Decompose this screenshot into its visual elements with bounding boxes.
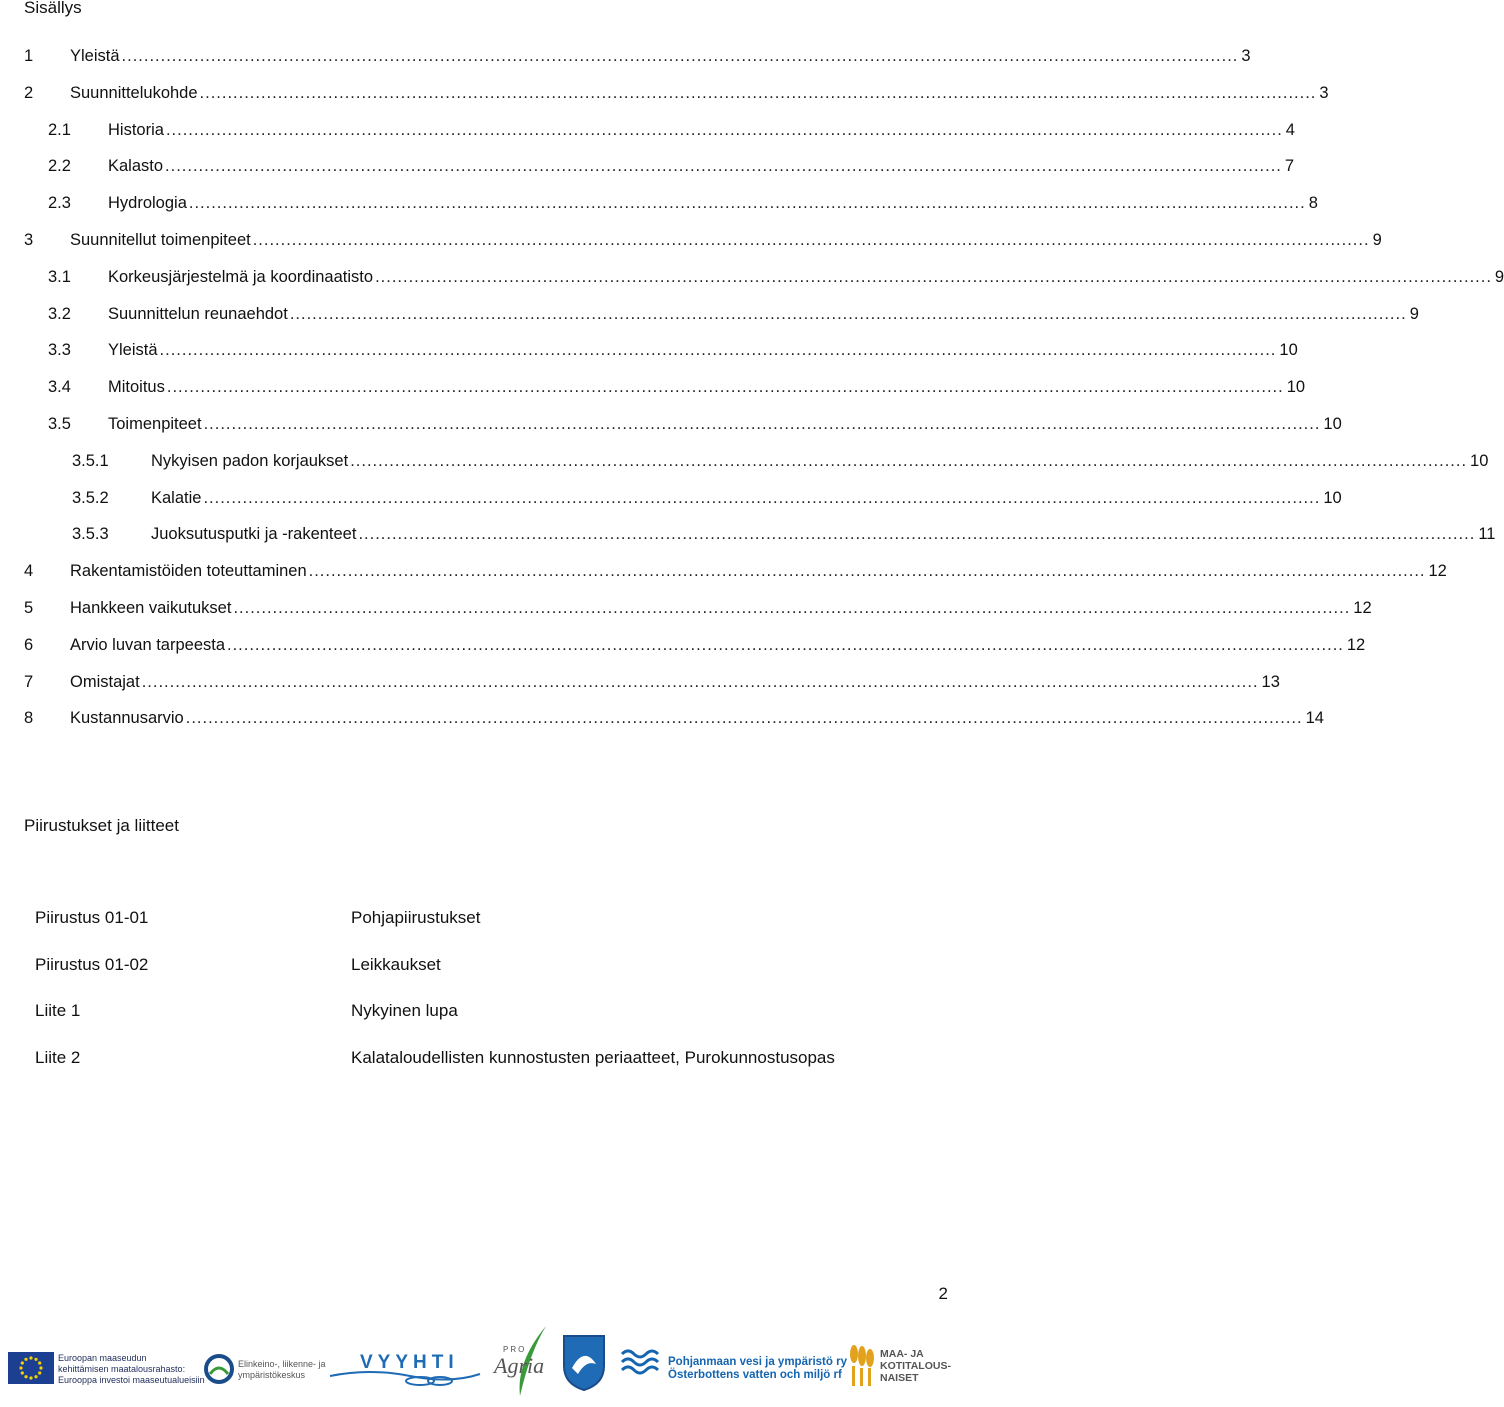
toc-entry[interactable] <box>0 412 1342 436</box>
toc-entry-title: Kalatie <box>151 486 203 510</box>
toc-entry[interactable] <box>0 265 1504 289</box>
toc-entry-title: Korkeusjärjestelmä ja koordinaatisto <box>108 265 375 289</box>
toc-leader-dots: ........................................................................................................................................................................................................ <box>199 83 1317 102</box>
toc-entry[interactable] <box>0 44 1251 68</box>
toc-entry-title: Rakentamistöiden toteuttaminen <box>70 559 309 583</box>
proagria-pro: PRO <box>503 1345 527 1354</box>
toc-entry-number: 3.3 <box>48 341 71 360</box>
toc-entry-page: 10 <box>1286 378 1306 397</box>
attachment-description: Pohjapiirustukset <box>351 908 481 927</box>
toc-entry-page: 12 <box>1346 635 1366 654</box>
toc-leader-dots: ........................................................................................................................................................................................................ <box>233 599 1351 617</box>
toc-leader-dots: ........................................................................................................................................................................................................ <box>289 304 1407 323</box>
toc-leader-dots: ........................................................................................................................................................................................................ <box>121 47 1239 65</box>
toc-entry-page: 10 <box>1323 415 1342 433</box>
pvy-logo <box>620 1346 664 1383</box>
toc-leader-dots: ........................................................................................................................................................................................................ <box>141 672 1259 691</box>
toc-entry-page: 11 <box>1478 525 1496 544</box>
toc-leader-dots: ........................................................................................................................................................................................................ <box>308 562 1426 581</box>
toc-entry-number: 2.1 <box>48 120 71 139</box>
toc-entry[interactable] <box>0 522 1496 546</box>
toc-entry-page: 8 <box>1308 194 1318 213</box>
toc-leader-dots: ........................................................................................................................................................................................................ <box>159 341 1277 360</box>
toc-entry-page: 3 <box>1319 83 1329 102</box>
ely-mark-icon <box>204 1354 234 1384</box>
toc-entry[interactable] <box>0 118 1295 142</box>
footer-logos <box>0 1318 960 1403</box>
maa-logo-text: MAA- JA KOTITALOUS- NAISET <box>880 1348 951 1384</box>
toc-leader-dots: ........................................................................................................................................................................................................ <box>350 451 1468 470</box>
toc-entry-title: Suunnitellut toimenpiteet <box>70 228 253 252</box>
attachment-id: Piirustus 01-01 <box>35 908 149 927</box>
toc-leader-dots: ........................................................................................................................................................................................................ <box>375 267 1492 286</box>
toc-entry-number: 3.4 <box>48 378 71 397</box>
toc-entry-title: Yleistä <box>70 44 122 68</box>
toc-entry-page: 12 <box>1428 562 1447 581</box>
toc-entry[interactable] <box>0 596 1372 620</box>
toc-entry[interactable] <box>0 81 1329 105</box>
toc-entry-number: 7 <box>24 672 34 691</box>
toc-entry[interactable] <box>0 633 1366 657</box>
toc-entry[interactable] <box>0 338 1298 362</box>
toc-entry-page: 7 <box>1284 157 1295 176</box>
toc-entry[interactable] <box>0 449 1489 473</box>
toc-entry-page: 9 <box>1494 267 1504 286</box>
toc-entry[interactable] <box>0 302 1419 326</box>
ely-logo-text: Elinkeino-, liikenne- ja ympäristökeskus <box>238 1359 326 1380</box>
toc-entry-number: 2.3 <box>48 194 71 213</box>
toc-entry-page: 12 <box>1353 599 1372 617</box>
toc-entry-number: 3.5.3 <box>72 525 109 544</box>
toc-entry-page: 13 <box>1261 672 1280 691</box>
toc-entry-title: Arvio luvan tarpeesta <box>70 633 227 657</box>
toc-entry-page: 4 <box>1285 120 1295 139</box>
toc-entry-title: Hankkeen vaikutukset <box>70 596 233 620</box>
toc-entry-number: 1 <box>24 47 34 65</box>
toc-entry-number: 2.2 <box>48 157 71 176</box>
maa-ja-kotitalousnaiset-logo <box>846 1342 876 1393</box>
toc-entry[interactable] <box>0 154 1295 178</box>
toc-entry-number: 3 <box>24 231 34 249</box>
toc-leader-dots: ........................................................................................................................................................................................................ <box>165 157 1282 176</box>
pvy-waves-icon <box>620 1346 664 1378</box>
toc-entry-title: Nykyisen padon korjaukset <box>151 449 350 473</box>
eu-logo-text: Euroopan maaseudun kehittämisen maatalousrahasto: Eurooppa investoi maaseutualueisiin <box>58 1353 205 1385</box>
attachment-description: Kalataloudellisten kunnostusten periaatteet, Purokunnostusopas <box>351 1047 835 1067</box>
page-number: 2 <box>938 1284 948 1303</box>
toc-entry[interactable] <box>0 486 1342 510</box>
toc-entry[interactable] <box>0 191 1318 215</box>
toc-entry-title: Kustannusarvio <box>70 706 186 730</box>
coat-of-arms-logo <box>562 1334 606 1397</box>
attachment-id: Piirustus 01-02 <box>35 954 149 974</box>
proagria-wordmark: Agria <box>494 1353 545 1378</box>
attachment-description: Nykyinen lupa <box>351 1001 458 1020</box>
toc-entry-page: 10 <box>1470 451 1489 470</box>
toc-entry[interactable] <box>0 706 1324 730</box>
toc-leader-dots: ........................................................................................................................................................................................................ <box>185 709 1303 728</box>
toc-entry-number: 6 <box>24 635 34 654</box>
toc-entry[interactable] <box>0 375 1306 399</box>
attachments-heading: Piirustukset ja liitteet <box>24 816 179 835</box>
attachment-id: Liite 1 <box>35 1001 81 1020</box>
toc-entry-page: 9 <box>1409 304 1419 323</box>
eu-logo <box>8 1352 54 1389</box>
toc-leader-dots: ........................................................................................................................................................................................................ <box>166 378 1284 397</box>
toc-leader-dots: ........................................................................................................................................................................................................ <box>227 635 1344 654</box>
eu-flag-icon <box>8 1352 54 1384</box>
ely-logo <box>204 1354 234 1389</box>
toc-entry-number: 5 <box>24 599 34 617</box>
toc-entry-title: Suunnittelukohde <box>70 81 200 105</box>
toc-entry-number: 3.2 <box>48 304 71 323</box>
attachment-id: Liite 2 <box>35 1047 81 1067</box>
toc-entry-number: 3.1 <box>48 267 71 286</box>
toc-entry-page: 9 <box>1372 231 1382 249</box>
toc-entry-title: Toimenpiteet <box>108 412 204 436</box>
toc-entry-title: Kalasto <box>108 154 165 178</box>
toc-entry-page: 14 <box>1305 709 1324 728</box>
toc-leader-dots: ........................................................................................................................................................................................................ <box>203 415 1321 433</box>
toc-entry-number: 8 <box>24 709 34 728</box>
toc-leader-dots: ........................................................................................................................................................................................................ <box>203 488 1321 507</box>
toc-entry-page: 10 <box>1323 488 1342 507</box>
wheat-icon <box>846 1342 876 1388</box>
toc-entry-title: Juoksutusputki ja -rakenteet <box>151 522 358 546</box>
toc-leader-dots: ........................................................................................................................................................................................................ <box>358 525 1476 544</box>
toc-entry-page: 10 <box>1279 341 1298 360</box>
coat-of-arms-icon <box>562 1334 606 1392</box>
toc-entry-page: 3 <box>1241 47 1251 65</box>
toc-entry-title: Suunnittelun reunaehdot <box>108 302 290 326</box>
toc-entry[interactable] <box>0 670 1280 694</box>
toc-entry[interactable] <box>0 228 1382 252</box>
toc-entry-title: Historia <box>108 118 166 142</box>
pvy-logo-text: Pohjanmaan vesi ja ympäristö ry Österbottens vatten och miljö rf <box>668 1356 847 1381</box>
toc-heading: Sisällys <box>24 0 82 17</box>
toc-entry-number: 3.5 <box>48 415 71 433</box>
toc-entry-number: 4 <box>24 562 34 581</box>
toc-entry[interactable] <box>0 559 1447 583</box>
vyyhti-wordmark: VYYHTI <box>360 1352 459 1373</box>
toc-entry-title: Mitoitus <box>108 375 167 399</box>
toc-entry-title: Yleistä <box>108 338 160 362</box>
toc-entry-number: 3.5.2 <box>72 488 109 507</box>
toc-entry-title: Omistajat <box>70 670 142 694</box>
toc-entry-number: 3.5.1 <box>72 451 109 470</box>
toc-entry-title: Hydrologia <box>108 191 189 215</box>
toc-leader-dots: ........................................................................................................................................................................................................ <box>165 120 1283 139</box>
toc-leader-dots: ........................................................................................................................................................................................................ <box>252 231 1370 249</box>
toc-leader-dots: ........................................................................................................................................................................................................ <box>188 194 1306 213</box>
toc-entry-number: 2 <box>24 83 34 102</box>
attachment-description: Leikkaukset <box>351 954 441 974</box>
